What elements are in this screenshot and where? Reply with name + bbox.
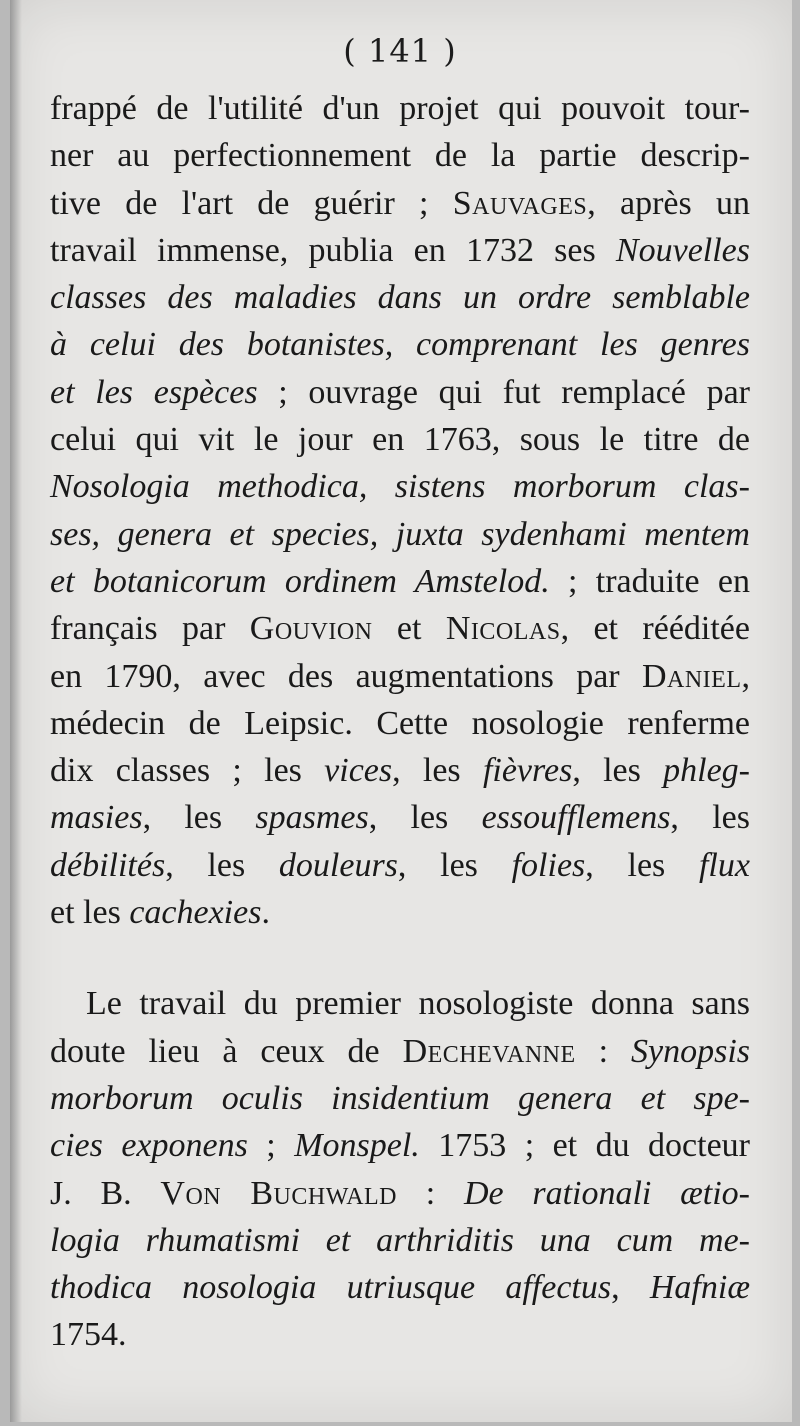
- text-line: et les cachexies.: [50, 894, 270, 932]
- text-line: Le travail du premier nosologiste donna sans: [86, 985, 750, 1023]
- text-line: classes des maladies dans un ordre semblable: [50, 279, 750, 317]
- book-title: Nouvelles: [615, 231, 750, 269]
- text-line: morborum oculis insidentium genera et spe-: [50, 1079, 750, 1117]
- text-line: doute lieu à ceux de Dechevanne : Synopsis: [50, 1032, 750, 1070]
- text-line: cies exponens ; Monspel. 1753 ; et du docteur: [50, 1127, 750, 1165]
- page-spine-shadow: [10, 0, 22, 1422]
- text-line: masies, les spasmes, les essoufflemens, les: [50, 799, 750, 837]
- text-line: Nosologia methodica, sistens morborum clas-: [50, 468, 750, 506]
- author-name: Sauvages: [452, 184, 588, 222]
- author-name: Daniel: [641, 657, 742, 695]
- text-line: ner au perfectionnement de la partie descrip-: [50, 137, 750, 175]
- author-name: Gouvion: [249, 610, 373, 648]
- text-line: en 1790, avec des augmentations par Daniel,: [50, 657, 750, 695]
- text-line: médecin de Leipsic. Cette nosologie renferme: [50, 704, 750, 742]
- text-line: thodica nosologia utriusque affectus, Hafniæ: [50, 1269, 750, 1307]
- page-text: [50, 85, 750, 1359]
- paragraph-1: [50, 85, 750, 936]
- book-title: De rationali ætio-: [463, 1174, 750, 1212]
- author-name: Dechevanne: [402, 1032, 576, 1070]
- text-line: tive de l'art de guérir ; Sauvages, après un: [50, 184, 750, 222]
- book-title: Synopsis: [631, 1032, 750, 1070]
- page-number: ( 141 ): [343, 32, 457, 70]
- text-line: français par Gouvion et Nicolas, et rééditée: [50, 610, 750, 648]
- text-line: débilités, les douleurs, les folies, les flux: [50, 846, 750, 884]
- text-line: à celui des botanistes, comprenant les genres: [50, 326, 750, 364]
- text-line: travail immense, publia en 1732 ses Nouvelles: [50, 231, 750, 269]
- text-line: et botanicorum ordinem Amstelod. ; traduite en: [50, 562, 750, 600]
- author-name: Nicolas: [445, 610, 561, 648]
- text-line: 1754.: [50, 1316, 127, 1354]
- paragraph-2: [50, 980, 750, 1358]
- author-name: Von Buchwald: [160, 1174, 398, 1212]
- text-line: logia rhumatismi et arthriditis una cum me-: [50, 1221, 750, 1259]
- paragraph-gap: [50, 936, 750, 980]
- text-line: et les espèces ; ouvrage qui fut remplacé par: [50, 373, 750, 411]
- text-line: ses, genera et species, juxta sydenhami mentem: [50, 515, 750, 553]
- text-line: J. B. Von Buchwald : De rationali ætio-: [50, 1174, 750, 1212]
- text-line: dix classes ; les vices, les fièvres, les phleg-: [50, 752, 750, 790]
- text-line: celui qui vit le jour en 1763, sous le titre de: [50, 421, 750, 459]
- text-line: frappé de l'utilité d'un projet qui pouvoit tour-: [50, 90, 750, 127]
